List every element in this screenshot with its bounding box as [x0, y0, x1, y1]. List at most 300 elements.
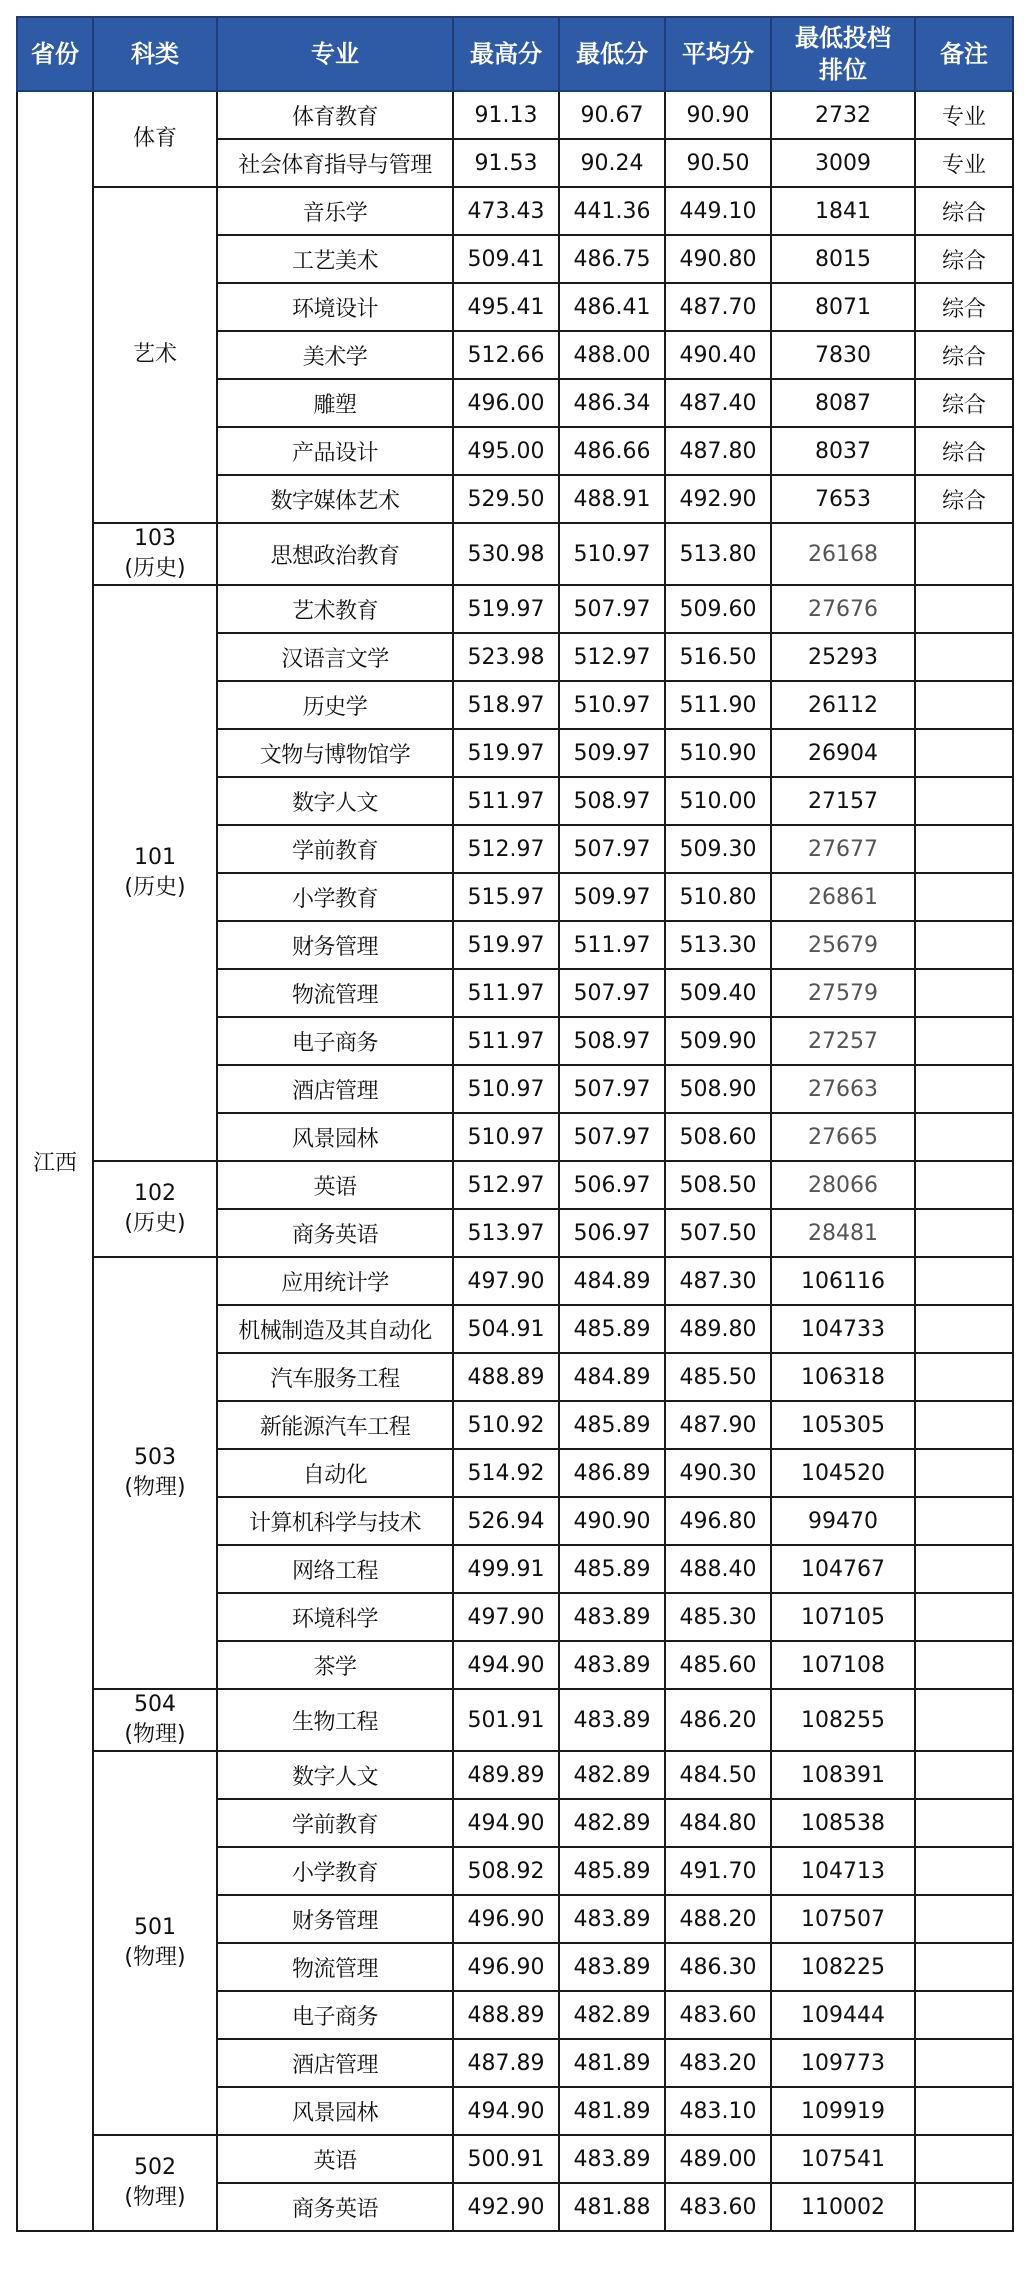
max-score-cell: 511.97 — [453, 777, 559, 825]
min-score-cell: 482.89 — [559, 1991, 665, 2039]
avg-score-cell: 483.10 — [665, 2087, 771, 2135]
min-rank-cell: 105305 — [771, 1401, 915, 1449]
remark-cell — [915, 1641, 1013, 1689]
min-rank-cell: 107541 — [771, 2135, 915, 2183]
remark-cell — [915, 1161, 1013, 1209]
min-score-cell: 481.88 — [559, 2183, 665, 2231]
avg-score-cell: 483.20 — [665, 2039, 771, 2087]
avg-score-cell: 488.20 — [665, 1895, 771, 1943]
max-score-cell: 519.97 — [453, 921, 559, 969]
min-score-cell: 485.89 — [559, 1847, 665, 1895]
remark-cell — [915, 921, 1013, 969]
min-rank-cell: 8087 — [771, 379, 915, 427]
min-rank-cell: 99470 — [771, 1497, 915, 1545]
remark-cell: 综合 — [915, 235, 1013, 283]
category-group-cell — [93, 523, 217, 585]
min-score-cell: 486.41 — [559, 283, 665, 331]
min-score-cell: 490.90 — [559, 1497, 665, 1545]
max-score-cell: 513.97 — [453, 1209, 559, 1257]
remark-cell — [915, 1991, 1013, 2039]
min-score-cell: 508.97 — [559, 777, 665, 825]
table-row — [17, 523, 1013, 585]
remark-cell: 综合 — [915, 187, 1013, 235]
category-subject: (物理) — [124, 2185, 186, 2210]
category-group-cell — [93, 585, 217, 1161]
min-rank-cell: 27257 — [771, 1017, 915, 1065]
category-label: 102 — [134, 1181, 176, 1206]
min-rank-cell: 104733 — [771, 1305, 915, 1353]
avg-score-cell: 484.80 — [665, 1799, 771, 1847]
avg-score-cell: 483.60 — [665, 1991, 771, 2039]
max-score-cell: 473.43 — [453, 187, 559, 235]
major-cell: 汉语言文学 — [217, 633, 453, 681]
major-cell: 计算机科学与技术 — [217, 1497, 453, 1545]
max-score-cell: 496.90 — [453, 1895, 559, 1943]
category-group-cell — [93, 91, 217, 187]
remark-cell: 综合 — [915, 475, 1013, 523]
category-label: 504 — [134, 1692, 176, 1717]
min-rank-cell: 28066 — [771, 1161, 915, 1209]
category-group-cell — [93, 187, 217, 523]
min-score-cell: 483.89 — [559, 1593, 665, 1641]
min-rank-cell: 26861 — [771, 873, 915, 921]
min-rank-cell: 104713 — [771, 1847, 915, 1895]
category-subject: (物理) — [124, 1945, 186, 1970]
remark-cell — [915, 777, 1013, 825]
avg-score-cell: 90.90 — [665, 91, 771, 139]
major-cell: 文物与博物馆学 — [217, 729, 453, 777]
major-cell: 网络工程 — [217, 1545, 453, 1593]
major-cell: 学前教育 — [217, 825, 453, 873]
max-score-cell: 526.94 — [453, 1497, 559, 1545]
max-score-cell: 510.97 — [453, 1113, 559, 1161]
avg-score-cell: 513.80 — [665, 523, 771, 585]
min-score-cell: 507.97 — [559, 1065, 665, 1113]
remark-cell — [915, 1113, 1013, 1161]
min-score-cell: 488.91 — [559, 475, 665, 523]
avg-score-cell: 488.40 — [665, 1545, 771, 1593]
major-cell: 学前教育 — [217, 1799, 453, 1847]
avg-score-cell: 496.80 — [665, 1497, 771, 1545]
max-score-cell: 519.97 — [453, 585, 559, 633]
min-score-cell: 511.97 — [559, 921, 665, 969]
min-rank-cell: 108255 — [771, 1689, 915, 1751]
major-cell: 应用统计学 — [217, 1257, 453, 1305]
avg-score-cell: 509.60 — [665, 585, 771, 633]
min-score-cell: 486.89 — [559, 1449, 665, 1497]
avg-score-cell: 484.50 — [665, 1751, 771, 1799]
max-score-cell: 494.90 — [453, 1641, 559, 1689]
max-score-cell: 510.92 — [453, 1401, 559, 1449]
min-rank-cell: 109919 — [771, 2087, 915, 2135]
remark-cell: 综合 — [915, 283, 1013, 331]
remark-cell: 专业 — [915, 139, 1013, 187]
major-cell: 数字人文 — [217, 1751, 453, 1799]
remark-cell — [915, 1065, 1013, 1113]
remark-cell — [915, 1689, 1013, 1751]
admission-score-table — [16, 16, 1014, 2232]
table-row — [17, 1161, 1013, 1209]
header-min-score: 最低分 — [559, 17, 665, 91]
major-cell: 环境科学 — [217, 1593, 453, 1641]
max-score-cell: 530.98 — [453, 523, 559, 585]
category-subject: (历史) — [124, 556, 186, 581]
remark-cell — [915, 1895, 1013, 1943]
major-cell: 英语 — [217, 2135, 453, 2183]
avg-score-cell: 90.50 — [665, 139, 771, 187]
min-score-cell: 483.89 — [559, 1895, 665, 1943]
remark-cell — [915, 1257, 1013, 1305]
major-cell: 电子商务 — [217, 1991, 453, 2039]
avg-score-cell: 510.90 — [665, 729, 771, 777]
min-rank-cell: 26904 — [771, 729, 915, 777]
remark-cell — [915, 1593, 1013, 1641]
avg-score-cell: 487.70 — [665, 283, 771, 331]
header-category: 科类 — [93, 17, 217, 91]
avg-score-cell: 510.00 — [665, 777, 771, 825]
min-rank-cell: 107108 — [771, 1641, 915, 1689]
major-cell: 风景园林 — [217, 2087, 453, 2135]
min-rank-cell: 25293 — [771, 633, 915, 681]
max-score-cell: 496.90 — [453, 1943, 559, 1991]
remark-cell — [915, 873, 1013, 921]
min-rank-cell: 108225 — [771, 1943, 915, 1991]
min-score-cell: 482.89 — [559, 1799, 665, 1847]
min-rank-cell: 26168 — [771, 523, 915, 585]
category-subject: (历史) — [124, 1211, 186, 1236]
min-rank-cell: 27677 — [771, 825, 915, 873]
min-rank-cell: 1841 — [771, 187, 915, 235]
min-score-cell: 483.89 — [559, 1943, 665, 1991]
max-score-cell: 509.41 — [453, 235, 559, 283]
min-score-cell: 507.97 — [559, 825, 665, 873]
table-row — [17, 1257, 1013, 1305]
avg-score-cell: 492.90 — [665, 475, 771, 523]
min-rank-cell: 7830 — [771, 331, 915, 379]
avg-score-cell: 509.30 — [665, 825, 771, 873]
category-label: 体育 — [132, 126, 177, 151]
table-row — [17, 1751, 1013, 1799]
avg-score-cell: 487.80 — [665, 427, 771, 475]
province-cell: 江西 — [17, 91, 93, 2231]
major-cell: 思想政治教育 — [217, 523, 453, 585]
major-cell: 商务英语 — [217, 1209, 453, 1257]
min-rank-cell: 27579 — [771, 969, 915, 1017]
min-score-cell: 507.97 — [559, 969, 665, 1017]
major-cell: 英语 — [217, 1161, 453, 1209]
major-cell: 商务英语 — [217, 2183, 453, 2231]
max-score-cell: 512.66 — [453, 331, 559, 379]
avg-score-cell: 490.30 — [665, 1449, 771, 1497]
min-score-cell: 486.75 — [559, 235, 665, 283]
major-cell: 财务管理 — [217, 1895, 453, 1943]
max-score-cell: 510.97 — [453, 1065, 559, 1113]
avg-score-cell: 509.90 — [665, 1017, 771, 1065]
major-cell: 物流管理 — [217, 1943, 453, 1991]
major-cell: 茶学 — [217, 1641, 453, 1689]
avg-score-cell: 485.50 — [665, 1353, 771, 1401]
max-score-cell: 501.91 — [453, 1689, 559, 1751]
remark-cell — [915, 585, 1013, 633]
remark-cell — [915, 1305, 1013, 1353]
min-score-cell: 483.89 — [559, 1641, 665, 1689]
min-score-cell: 509.97 — [559, 873, 665, 921]
min-score-cell: 506.97 — [559, 1209, 665, 1257]
avg-score-cell: 490.80 — [665, 235, 771, 283]
avg-score-cell: 490.40 — [665, 331, 771, 379]
avg-score-cell: 507.50 — [665, 1209, 771, 1257]
min-score-cell: 507.97 — [559, 1113, 665, 1161]
min-rank-cell: 104520 — [771, 1449, 915, 1497]
major-cell: 艺术教育 — [217, 585, 453, 633]
min-rank-cell: 27676 — [771, 585, 915, 633]
min-score-cell: 90.24 — [559, 139, 665, 187]
min-rank-cell: 8071 — [771, 283, 915, 331]
min-rank-cell: 27157 — [771, 777, 915, 825]
major-cell: 社会体育指导与管理 — [217, 139, 453, 187]
remark-cell: 综合 — [915, 379, 1013, 427]
max-score-cell: 495.00 — [453, 427, 559, 475]
category-group-cell — [93, 1161, 217, 1257]
remark-cell — [915, 1017, 1013, 1065]
min-score-cell: 509.97 — [559, 729, 665, 777]
min-score-cell: 481.89 — [559, 2087, 665, 2135]
major-cell: 数字媒体艺术 — [217, 475, 453, 523]
min-rank-cell: 3009 — [771, 139, 915, 187]
min-rank-cell: 104767 — [771, 1545, 915, 1593]
min-score-cell: 506.97 — [559, 1161, 665, 1209]
remark-cell — [915, 729, 1013, 777]
min-score-cell: 483.89 — [559, 2135, 665, 2183]
min-score-cell: 441.36 — [559, 187, 665, 235]
max-score-cell: 518.97 — [453, 681, 559, 729]
max-score-cell: 91.13 — [453, 91, 559, 139]
min-rank-cell: 107507 — [771, 1895, 915, 1943]
avg-score-cell: 449.10 — [665, 187, 771, 235]
table-row — [17, 585, 1013, 633]
max-score-cell: 91.53 — [453, 139, 559, 187]
avg-score-cell: 487.90 — [665, 1401, 771, 1449]
min-score-cell: 485.89 — [559, 1401, 665, 1449]
avg-score-cell: 508.90 — [665, 1065, 771, 1113]
max-score-cell: 497.90 — [453, 1593, 559, 1641]
category-label: 101 — [134, 845, 176, 870]
max-score-cell: 512.97 — [453, 825, 559, 873]
table-row — [17, 2135, 1013, 2183]
avg-score-cell: 516.50 — [665, 633, 771, 681]
category-group-cell — [93, 1257, 217, 1689]
remark-cell — [915, 1751, 1013, 1799]
major-cell: 环境设计 — [217, 283, 453, 331]
category-group-cell — [93, 1689, 217, 1751]
remark-cell — [915, 2039, 1013, 2087]
header-avg-score: 平均分 — [665, 17, 771, 91]
table-body — [17, 91, 1013, 2231]
min-rank-cell: 110002 — [771, 2183, 915, 2231]
major-cell: 酒店管理 — [217, 2039, 453, 2087]
min-rank-cell: 25679 — [771, 921, 915, 969]
min-score-cell: 510.97 — [559, 523, 665, 585]
min-rank-cell: 108391 — [771, 1751, 915, 1799]
min-rank-cell: 109773 — [771, 2039, 915, 2087]
max-score-cell: 515.97 — [453, 873, 559, 921]
remark-cell — [915, 1943, 1013, 1991]
max-score-cell: 523.98 — [453, 633, 559, 681]
max-score-cell: 499.91 — [453, 1545, 559, 1593]
min-score-cell: 90.67 — [559, 91, 665, 139]
max-score-cell: 504.91 — [453, 1305, 559, 1353]
min-rank-cell: 26112 — [771, 681, 915, 729]
header-max-score: 最高分 — [453, 17, 559, 91]
remark-cell — [915, 1209, 1013, 1257]
table-header-row — [17, 17, 1013, 91]
remark-cell: 综合 — [915, 331, 1013, 379]
header-min-rank: 最低投档排位 — [771, 17, 915, 91]
min-rank-cell: 106116 — [771, 1257, 915, 1305]
avg-score-cell: 485.60 — [665, 1641, 771, 1689]
category-subject: (物理) — [124, 1475, 186, 1500]
table-row — [17, 187, 1013, 235]
category-group-cell — [93, 2135, 217, 2231]
avg-score-cell: 489.00 — [665, 2135, 771, 2183]
min-rank-cell: 2732 — [771, 91, 915, 139]
min-score-cell: 507.97 — [559, 585, 665, 633]
min-score-cell: 482.89 — [559, 1751, 665, 1799]
category-group-cell — [93, 1751, 217, 2135]
remark-cell — [915, 2135, 1013, 2183]
max-score-cell: 508.92 — [453, 1847, 559, 1895]
avg-score-cell: 483.60 — [665, 2183, 771, 2231]
remark-cell — [915, 1847, 1013, 1895]
max-score-cell: 512.97 — [453, 1161, 559, 1209]
header-major: 专业 — [217, 17, 453, 91]
major-cell: 小学教育 — [217, 1847, 453, 1895]
major-cell: 产品设计 — [217, 427, 453, 475]
remark-cell — [915, 2087, 1013, 2135]
max-score-cell: 511.97 — [453, 969, 559, 1017]
category-label: 103 — [134, 526, 176, 551]
avg-score-cell: 489.80 — [665, 1305, 771, 1353]
min-score-cell: 510.97 — [559, 681, 665, 729]
category-label: 艺术 — [132, 342, 177, 367]
category-subject: (物理) — [124, 1722, 186, 1747]
remark-cell — [915, 825, 1013, 873]
remark-cell — [915, 1799, 1013, 1847]
avg-score-cell: 513.30 — [665, 921, 771, 969]
min-rank-cell: 109444 — [771, 1991, 915, 2039]
avg-score-cell: 491.70 — [665, 1847, 771, 1895]
major-cell: 小学教育 — [217, 873, 453, 921]
major-cell: 汽车服务工程 — [217, 1353, 453, 1401]
max-score-cell: 494.90 — [453, 2087, 559, 2135]
max-score-cell: 492.90 — [453, 2183, 559, 2231]
min-rank-cell: 8037 — [771, 427, 915, 475]
remark-cell — [915, 1449, 1013, 1497]
max-score-cell: 488.89 — [453, 1991, 559, 2039]
avg-score-cell: 486.30 — [665, 1943, 771, 1991]
max-score-cell: 511.97 — [453, 1017, 559, 1065]
avg-score-cell: 485.30 — [665, 1593, 771, 1641]
min-score-cell: 484.89 — [559, 1257, 665, 1305]
table-row — [17, 91, 1013, 139]
remark-cell: 专业 — [915, 91, 1013, 139]
max-score-cell: 494.90 — [453, 1799, 559, 1847]
major-cell: 数字人文 — [217, 777, 453, 825]
max-score-cell: 500.91 — [453, 2135, 559, 2183]
max-score-cell: 514.92 — [453, 1449, 559, 1497]
major-cell: 风景园林 — [217, 1113, 453, 1161]
min-rank-cell: 28481 — [771, 1209, 915, 1257]
avg-score-cell: 487.40 — [665, 379, 771, 427]
category-label: 502 — [134, 2155, 176, 2180]
major-cell: 电子商务 — [217, 1017, 453, 1065]
remark-cell: 综合 — [915, 427, 1013, 475]
major-cell: 机械制造及其自动化 — [217, 1305, 453, 1353]
avg-score-cell: 509.40 — [665, 969, 771, 1017]
remark-cell — [915, 1401, 1013, 1449]
remark-cell — [915, 1497, 1013, 1545]
remark-cell — [915, 633, 1013, 681]
min-score-cell: 483.89 — [559, 1689, 665, 1751]
avg-score-cell: 508.50 — [665, 1161, 771, 1209]
major-cell: 体育教育 — [217, 91, 453, 139]
min-score-cell: 508.97 — [559, 1017, 665, 1065]
major-cell: 工艺美术 — [217, 235, 453, 283]
major-cell: 财务管理 — [217, 921, 453, 969]
max-score-cell: 497.90 — [453, 1257, 559, 1305]
category-label: 501 — [134, 1915, 176, 1940]
max-score-cell: 496.00 — [453, 379, 559, 427]
major-cell: 雕塑 — [217, 379, 453, 427]
header-province: 省份 — [17, 17, 93, 91]
major-cell: 物流管理 — [217, 969, 453, 1017]
min-rank-cell: 106318 — [771, 1353, 915, 1401]
min-rank-cell: 8015 — [771, 235, 915, 283]
max-score-cell: 488.89 — [453, 1353, 559, 1401]
max-score-cell: 495.41 — [453, 283, 559, 331]
max-score-cell: 529.50 — [453, 475, 559, 523]
min-rank-cell: 27665 — [771, 1113, 915, 1161]
max-score-cell: 519.97 — [453, 729, 559, 777]
major-cell: 新能源汽车工程 — [217, 1401, 453, 1449]
min-score-cell: 485.89 — [559, 1545, 665, 1593]
category-subject: (历史) — [124, 875, 186, 900]
min-score-cell: 481.89 — [559, 2039, 665, 2087]
major-cell: 自动化 — [217, 1449, 453, 1497]
min-rank-cell: 27663 — [771, 1065, 915, 1113]
major-cell: 生物工程 — [217, 1689, 453, 1751]
min-score-cell: 512.97 — [559, 633, 665, 681]
avg-score-cell: 487.30 — [665, 1257, 771, 1305]
major-cell: 历史学 — [217, 681, 453, 729]
min-score-cell: 488.00 — [559, 331, 665, 379]
remark-cell — [915, 969, 1013, 1017]
min-score-cell: 485.89 — [559, 1305, 665, 1353]
remark-cell — [915, 523, 1013, 585]
category-label: 503 — [134, 1445, 176, 1470]
remark-cell — [915, 2183, 1013, 2231]
table-row — [17, 1689, 1013, 1751]
min-rank-cell: 7653 — [771, 475, 915, 523]
remark-cell — [915, 1353, 1013, 1401]
avg-score-cell: 508.60 — [665, 1113, 771, 1161]
min-score-cell: 486.66 — [559, 427, 665, 475]
major-cell: 美术学 — [217, 331, 453, 379]
max-score-cell: 489.89 — [453, 1751, 559, 1799]
max-score-cell: 487.89 — [453, 2039, 559, 2087]
remark-cell — [915, 681, 1013, 729]
avg-score-cell: 486.20 — [665, 1689, 771, 1751]
